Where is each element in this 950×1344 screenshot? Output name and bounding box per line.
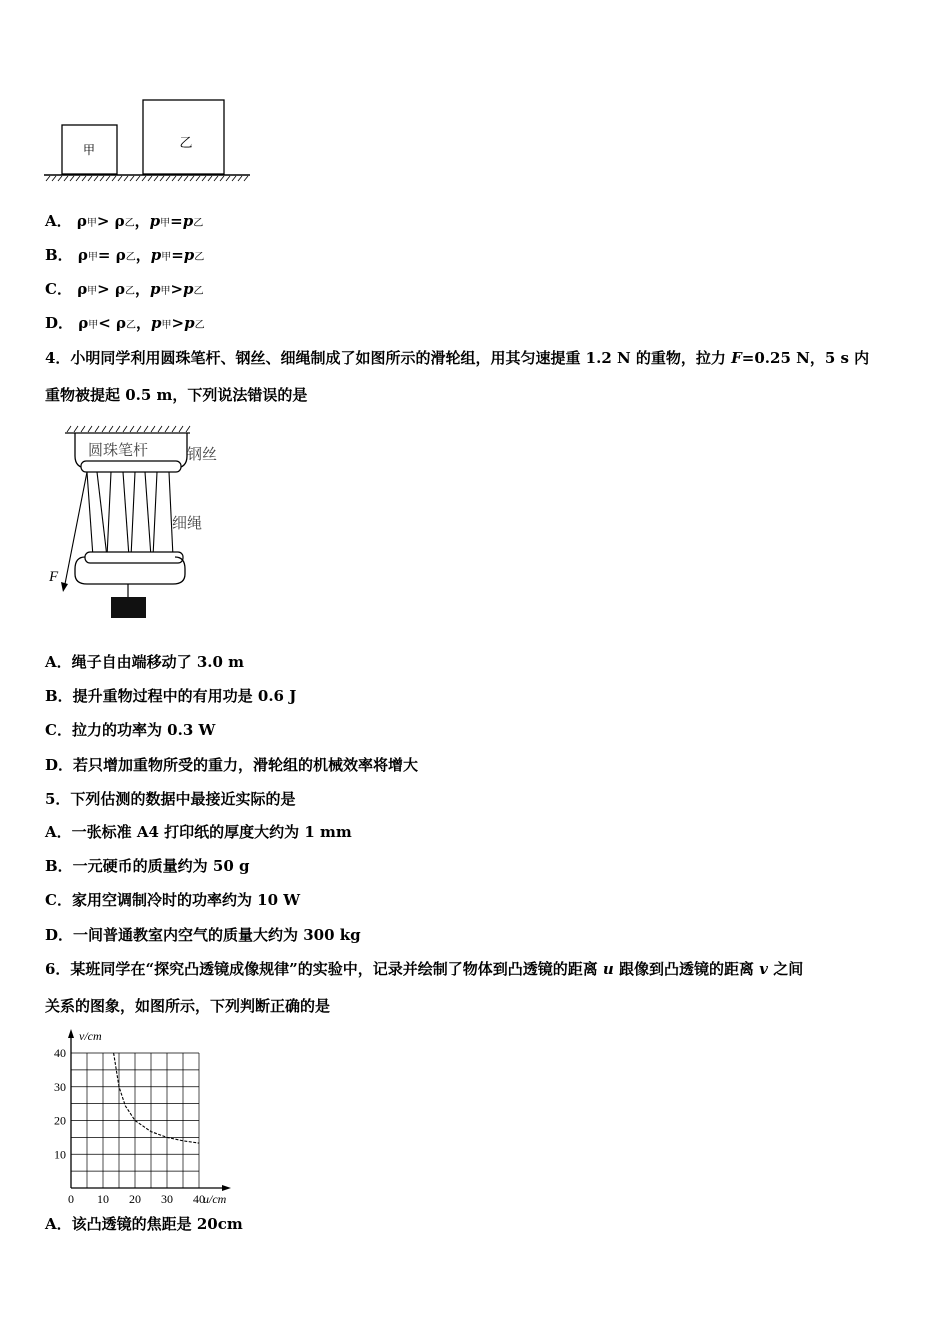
chart-series: [114, 1053, 199, 1143]
q3-option-d[interactable]: D． ρ甲< ρ乙，p甲>p乙: [45, 314, 205, 332]
block-yi-label: 乙: [179, 136, 193, 151]
lower-pen-rod: [85, 552, 183, 563]
y-tick-label: 10: [54, 1147, 66, 1162]
q6-stem-line2: 关系的图象，如图所示，下列判断正确的是: [45, 997, 331, 1015]
pen-label: 圆珠笔杆: [88, 441, 149, 459]
q4-option-c[interactable]: C．拉力的功率为 0.3 W: [45, 721, 216, 739]
y-tick-label: 20: [54, 1113, 66, 1128]
x-tick-label: 10: [97, 1192, 109, 1206]
q4-option-b[interactable]: B．提升重物过程中的有用功是 0.6 J: [45, 687, 297, 705]
q6-option-a[interactable]: A．该凸透镜的焦距是 20cm: [45, 1215, 243, 1233]
blocks-figure: [44, 97, 254, 187]
q3-option-b[interactable]: B． ρ甲= ρ乙，p甲=p乙: [45, 246, 205, 264]
chart-grid: [71, 1053, 199, 1188]
q5-option-c[interactable]: C．家用空调制冷时的功率约为 10 W: [45, 891, 301, 909]
force-arrow: [61, 582, 68, 592]
pulley-figure: [45, 424, 235, 624]
q5-option-b[interactable]: B．一元硬币的质量约为 50 g: [45, 857, 250, 875]
x-tick-label: 30: [161, 1192, 173, 1206]
q5-option-a[interactable]: A．一张标准 A4 打印纸的厚度大约为 1 mm: [45, 823, 352, 841]
rope-strands: [87, 472, 173, 557]
q4-stem-line1: 4．小明同学利用圆珠笔杆、钢丝、细绳制成了如图所示的滑轮组，用其匀速提重 1.2 N 的重物，拉力 F=0.25 N，5 s 内: [45, 349, 870, 367]
lens-vu-chart: [45, 1028, 255, 1206]
q4-option-d[interactable]: D．若只增加重物所受的重力，滑轮组的机械效率将增大: [45, 756, 419, 774]
force-label: F: [49, 569, 59, 585]
weight-block: [111, 597, 146, 618]
free-rope-end: [65, 472, 87, 584]
x-tick-label: 20: [129, 1192, 141, 1206]
rope-label: 细绳: [172, 514, 203, 532]
q5-stem: 5．下列估测的数据中最接近实际的是: [45, 790, 296, 808]
q3-option-c[interactable]: C． ρ甲> ρ乙，p甲>p乙: [45, 280, 204, 298]
y-tick-label: 30: [54, 1079, 66, 1094]
chart-y-axis-label: v/cm: [79, 1029, 102, 1043]
y-tick-label: 40: [54, 1046, 66, 1060]
x-axis-arrow: [222, 1185, 231, 1191]
x-tick-label: 0: [68, 1192, 74, 1206]
q5-option-d[interactable]: D．一间普通教室内空气的质量大约为 300 kg: [45, 926, 361, 944]
x-tick-label: 40: [193, 1192, 205, 1206]
y-axis-arrow: [68, 1029, 74, 1038]
series-curve: [114, 1053, 199, 1143]
q4-option-a[interactable]: A．绳子自由端移动了 3.0 m: [45, 653, 245, 671]
ground-hatch: [46, 176, 248, 181]
upper-pen-rod: [81, 461, 181, 472]
q4-stem-line2: 重物被提起 0.5 m，下列说法错误的是: [45, 386, 308, 404]
block-jia-label: 甲: [82, 143, 96, 157]
wire-label: 钢丝: [187, 445, 218, 463]
ceiling-hatch: [67, 426, 190, 432]
q6-stem-line1: 6．某班同学在“探究凸透镜成像规律”的实验中，记录并绘制了物体到凸透镜的距离 u 跟像到凸透镜的距离 v 之间: [45, 960, 804, 978]
q3-option-a[interactable]: A． ρ甲> ρ乙，p甲=p乙: [45, 212, 204, 230]
chart-x-axis-label: u/cm: [203, 1192, 227, 1206]
